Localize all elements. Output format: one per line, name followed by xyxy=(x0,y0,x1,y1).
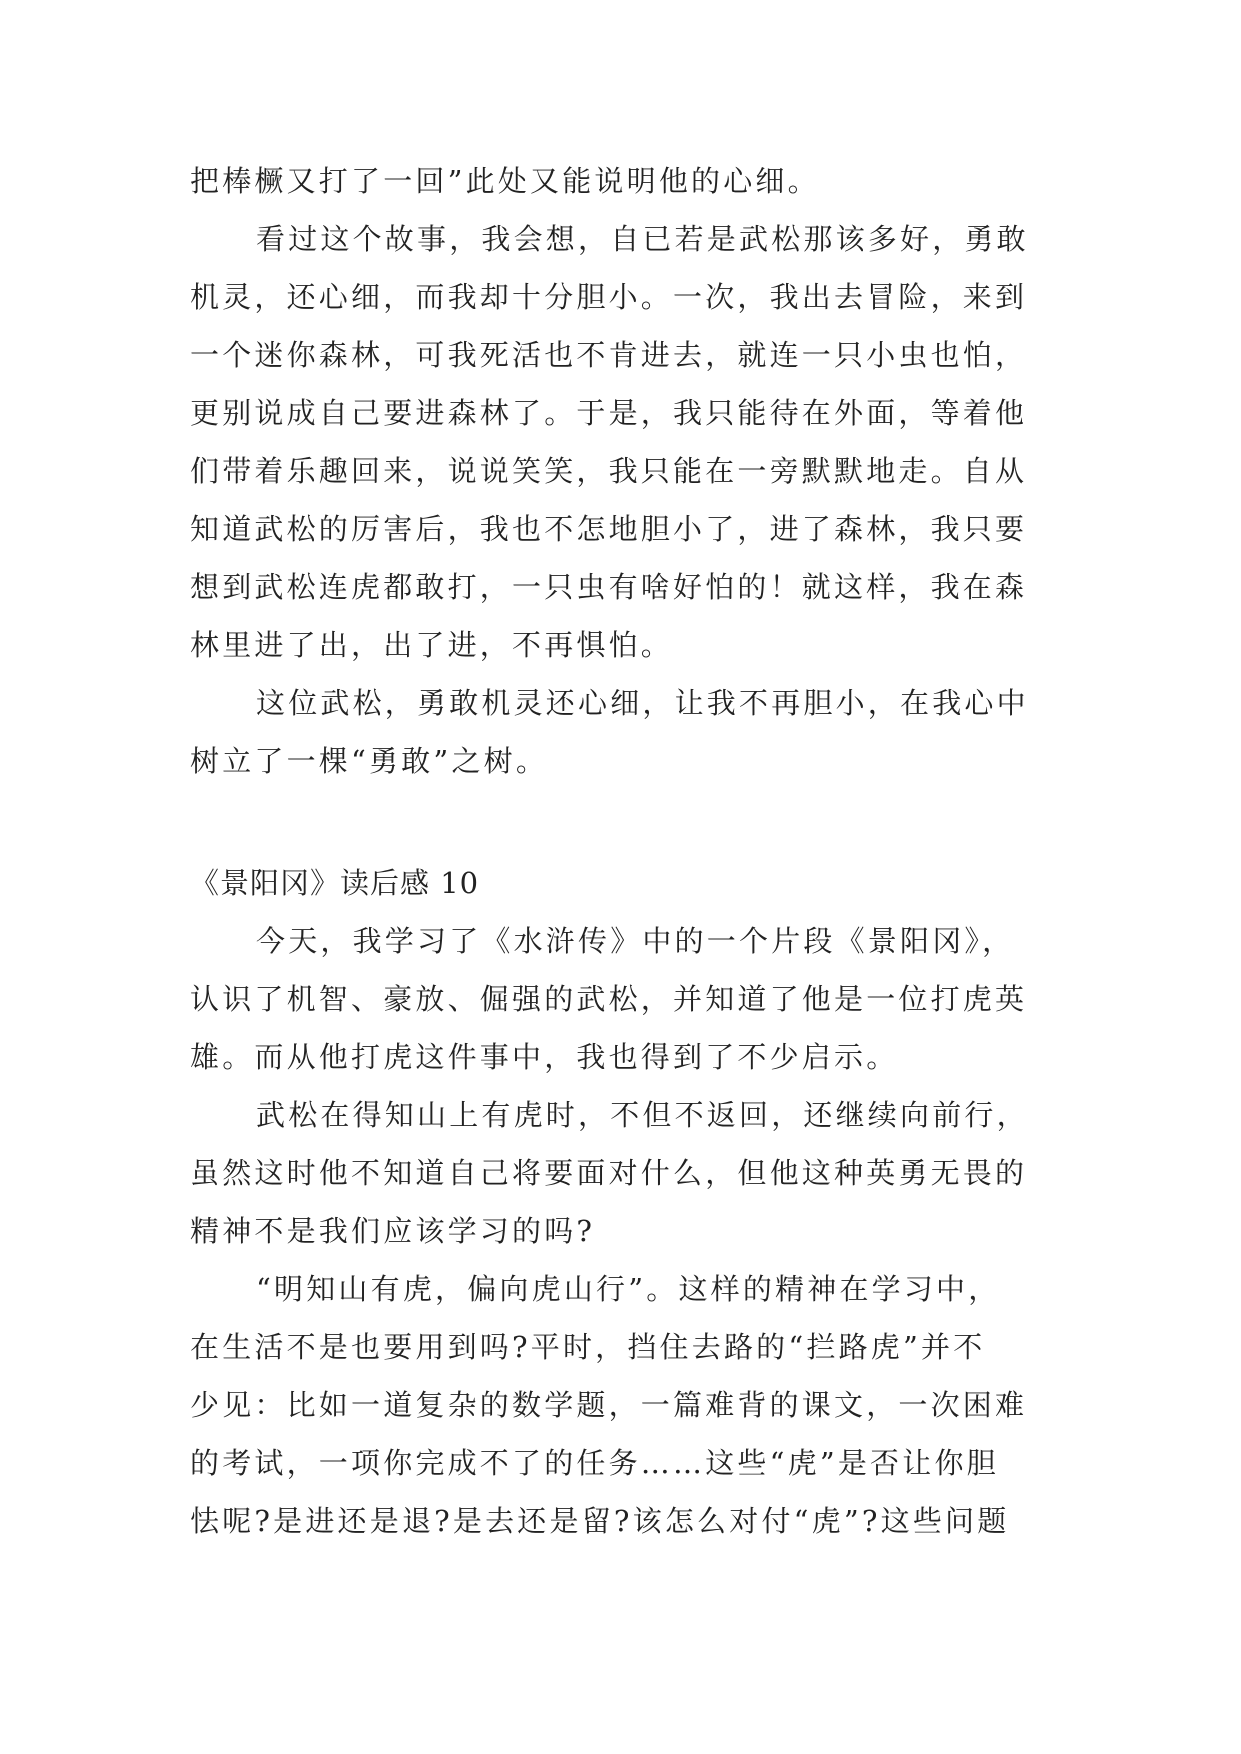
paragraph-line: 更别说成自己要进森林了。于是，我只能待在外面，等着他 xyxy=(190,396,1028,430)
section-title: 《景阳冈》读后感 10 xyxy=(190,866,480,900)
paragraph-line: 虽然这时他不知道自己将要面对什么，但他这种英勇无畏的 xyxy=(190,1156,1028,1190)
paragraph-line: 武松在得知山上有虎时，不但不返回，还继续向前行， xyxy=(256,1098,1029,1132)
paragraph-line: 的考试，一项你完成不了的任务……这些“虎”是否让你胆 xyxy=(190,1446,999,1480)
paragraph-line: 树立了一棵“勇敢”之树。 xyxy=(190,744,549,778)
paragraph-line: 把棒橛又打了一回”此处又能说明他的心细。 xyxy=(190,164,820,198)
paragraph-line: 机灵，还心细，而我却十分胆小。一次，我出去冒险，来到 xyxy=(190,280,1028,314)
paragraph-line: 少见：比如一道复杂的数学题，一篇难背的课文，一次困难 xyxy=(190,1388,1028,1422)
paragraph-line: 今天，我学习了《水浒传》中的一个片段《景阳冈》， xyxy=(256,924,1015,958)
paragraph-line: 怯呢?是进还是退?是去还是留?该怎么对付“虎”?这些问题 xyxy=(190,1504,1010,1538)
paragraph-line: 林里进了出，出了进，不再惧怕。 xyxy=(190,628,674,662)
paragraph-line: 这位武松，勇敢机灵还心细，让我不再胆小，在我心中 xyxy=(256,686,1029,720)
paragraph-line: 知道武松的厉害后，我也不怎地胆小了，进了森林，我只要 xyxy=(190,512,1028,546)
paragraph-line: 在生活不是也要用到吗?平时，挡住去路的“拦路虎”并不 xyxy=(190,1330,986,1364)
section-1-text xyxy=(190,152,1070,790)
paragraph-line: 认识了机智、豪放、倔强的武松，并知道了他是一位打虎英 xyxy=(190,982,1028,1016)
paragraph-line: 看过这个故事，我会想，自已若是武松那该多好，勇敢 xyxy=(256,222,1029,256)
paragraph-line: 们带着乐趣回来，说说笑笑，我只能在一旁默默地走。自从 xyxy=(190,454,1028,488)
paragraph-line: “明知山有虎，偏向虎山行”。这样的精神在学习中， xyxy=(256,1272,1001,1306)
paragraph-line: 一个迷你森林，可我死活也不肯进去，就连一只小虫也怕， xyxy=(190,338,1028,372)
paragraph-line: 雄。而从他打虎这件事中，我也得到了不少启示。 xyxy=(190,1040,899,1074)
paragraph-line: 想到武松连虎都敢打，一只虫有啥好怕的！就这样，我在森 xyxy=(190,570,1028,604)
section-2-text xyxy=(190,854,1070,1550)
paragraph-line: 精神不是我们应该学习的吗? xyxy=(190,1214,596,1248)
